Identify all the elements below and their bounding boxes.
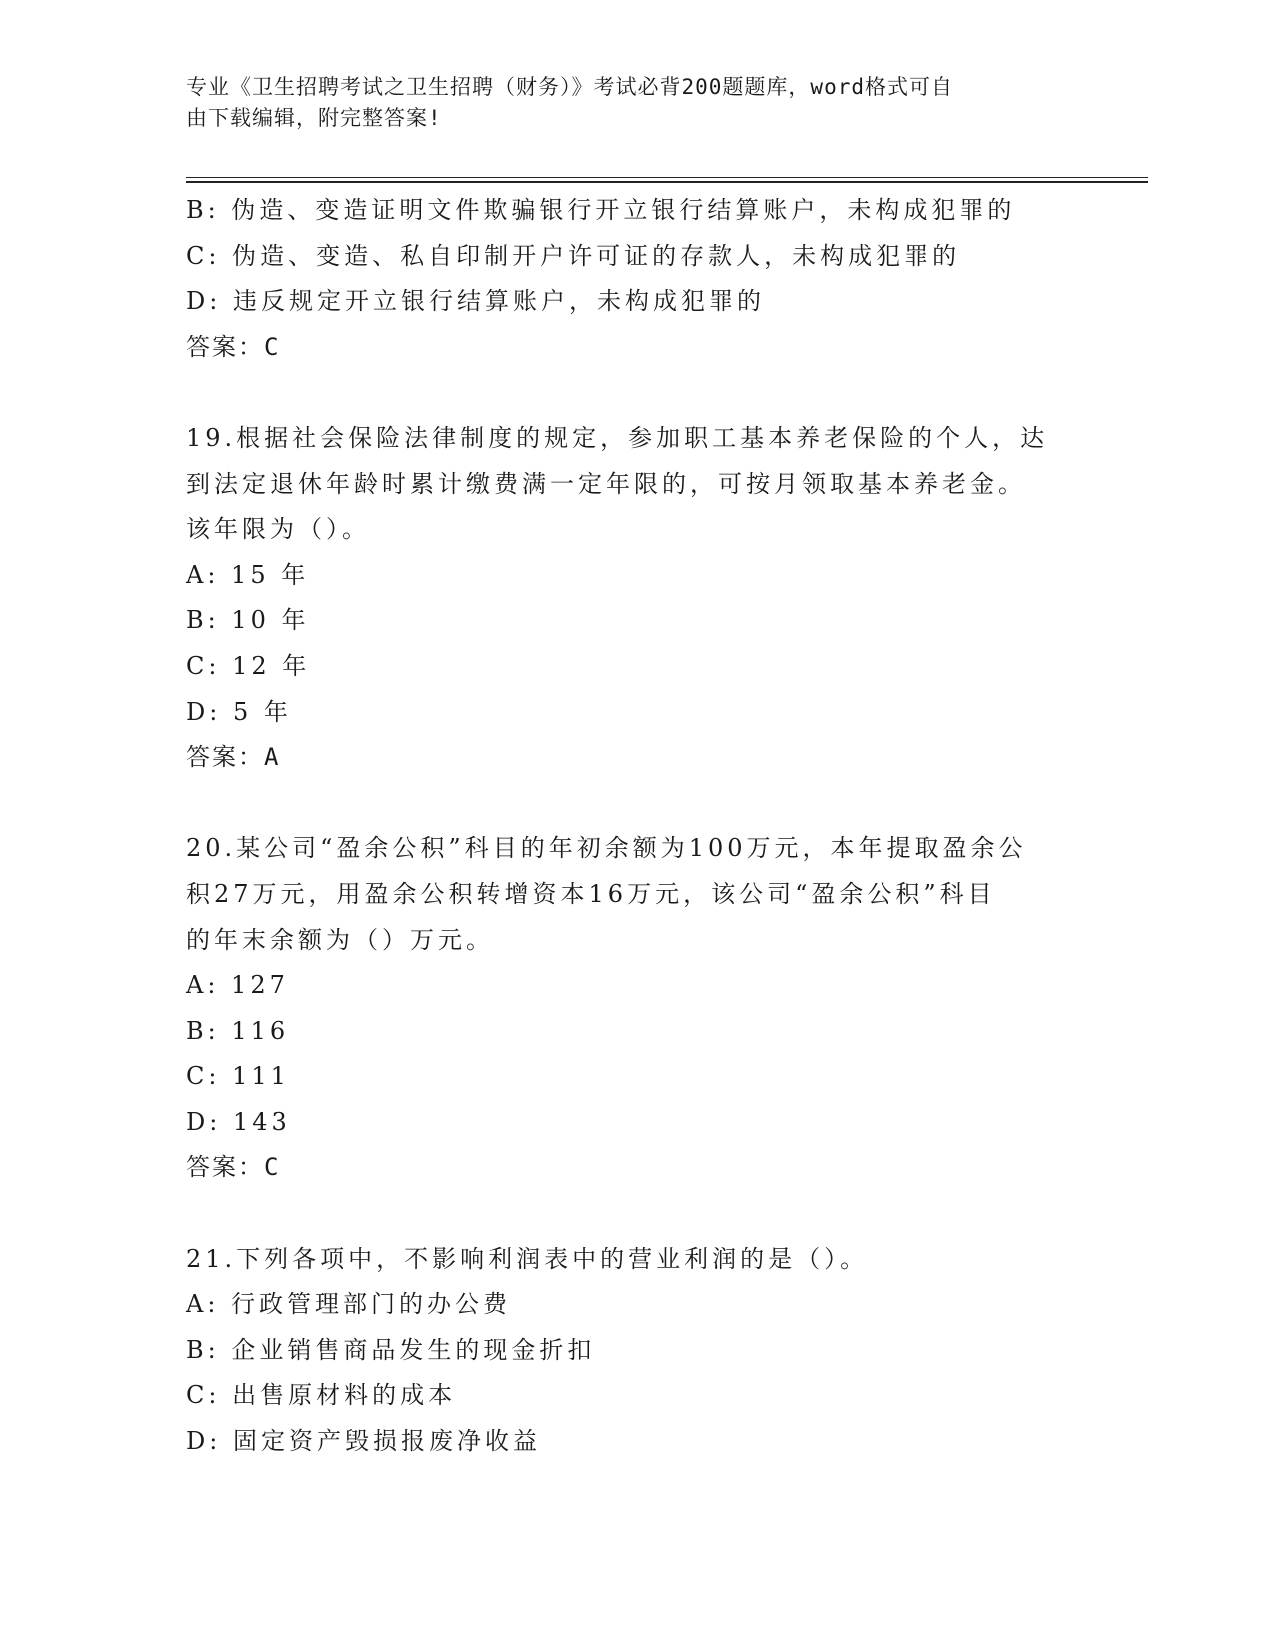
question-18-continued: [186, 188, 1086, 370]
option-a: A: 15 年: [186, 560, 310, 589]
spacer: [186, 781, 1086, 827]
option-b: B: 10 年: [186, 606, 310, 635]
option-d: D: 固定资产毁损报废净收益: [186, 1427, 541, 1456]
header-line-1: 专业《卫生招聘考试之卫生招聘（财务）》考试必背200题题库，word格式可自: [186, 75, 953, 99]
question-20: [186, 826, 1086, 1191]
question-19: [186, 416, 1086, 781]
option-d: D: 5 年: [186, 697, 292, 726]
question-21: [186, 1237, 1086, 1465]
option-b: B: 116: [186, 1016, 290, 1045]
answer-line: [186, 735, 1086, 781]
answer-label: 答案：: [186, 332, 264, 361]
option-c: C: 伪造、变造、私自印制开户许可证的存款人，未构成犯罪的: [186, 241, 961, 270]
answer-value: A: [264, 743, 281, 772]
question-stem-line: 该年限为（）。: [186, 515, 370, 544]
document-header: [186, 72, 1066, 134]
header-line-2: 由下载编辑，附完整答案!: [186, 106, 442, 130]
header-rule-thick: [186, 181, 1148, 183]
answer-line: [186, 325, 1086, 371]
option-c: C: 12 年: [186, 651, 311, 680]
option-b: B: 企业销售商品发生的现金折扣: [186, 1335, 596, 1364]
answer-label: 答案：: [186, 1153, 264, 1182]
header-rule-thin: [186, 177, 1148, 178]
question-stem-line: 的年末余额为（）万元。: [186, 925, 494, 954]
spacer: [186, 370, 1086, 416]
option-a: A: 127: [186, 971, 289, 1000]
answer-value: C: [264, 332, 281, 361]
spacer: [186, 1191, 1086, 1237]
option-d: D: 143: [186, 1107, 291, 1136]
question-stem-line: 积27万元，用盈余公积转增资本16万元，该公司“盈余公积”科目: [186, 879, 996, 908]
answer-line: [186, 1145, 1086, 1191]
document-body: [186, 188, 1086, 1465]
answer-label: 答案：: [186, 743, 264, 772]
option-c: C: 111: [186, 1062, 290, 1091]
option-a: A: 行政管理部门的办公费: [186, 1290, 512, 1319]
question-stem-line: 20.某公司“盈余公积”科目的年初余额为100万元，本年提取盈余公: [186, 834, 1027, 863]
answer-value: C: [264, 1153, 281, 1182]
question-stem-line: 21.下列各项中，不影响利润表中的营业利润的是（）。: [186, 1244, 869, 1273]
option-c: C: 出售原材料的成本: [186, 1381, 457, 1410]
question-stem-line: 到法定退休年龄时累计缴费满一定年限的，可按月领取基本养老金。: [186, 469, 1026, 498]
question-stem-line: 19.根据社会保险法律制度的规定，参加职工基本养老保险的个人，达: [186, 423, 1049, 452]
option-b: B: 伪造、变造证明文件欺骗银行开立银行结算账户，未构成犯罪的: [186, 196, 1016, 224]
option-d: D: 违反规定开立银行结算账户，未构成犯罪的: [186, 287, 765, 316]
